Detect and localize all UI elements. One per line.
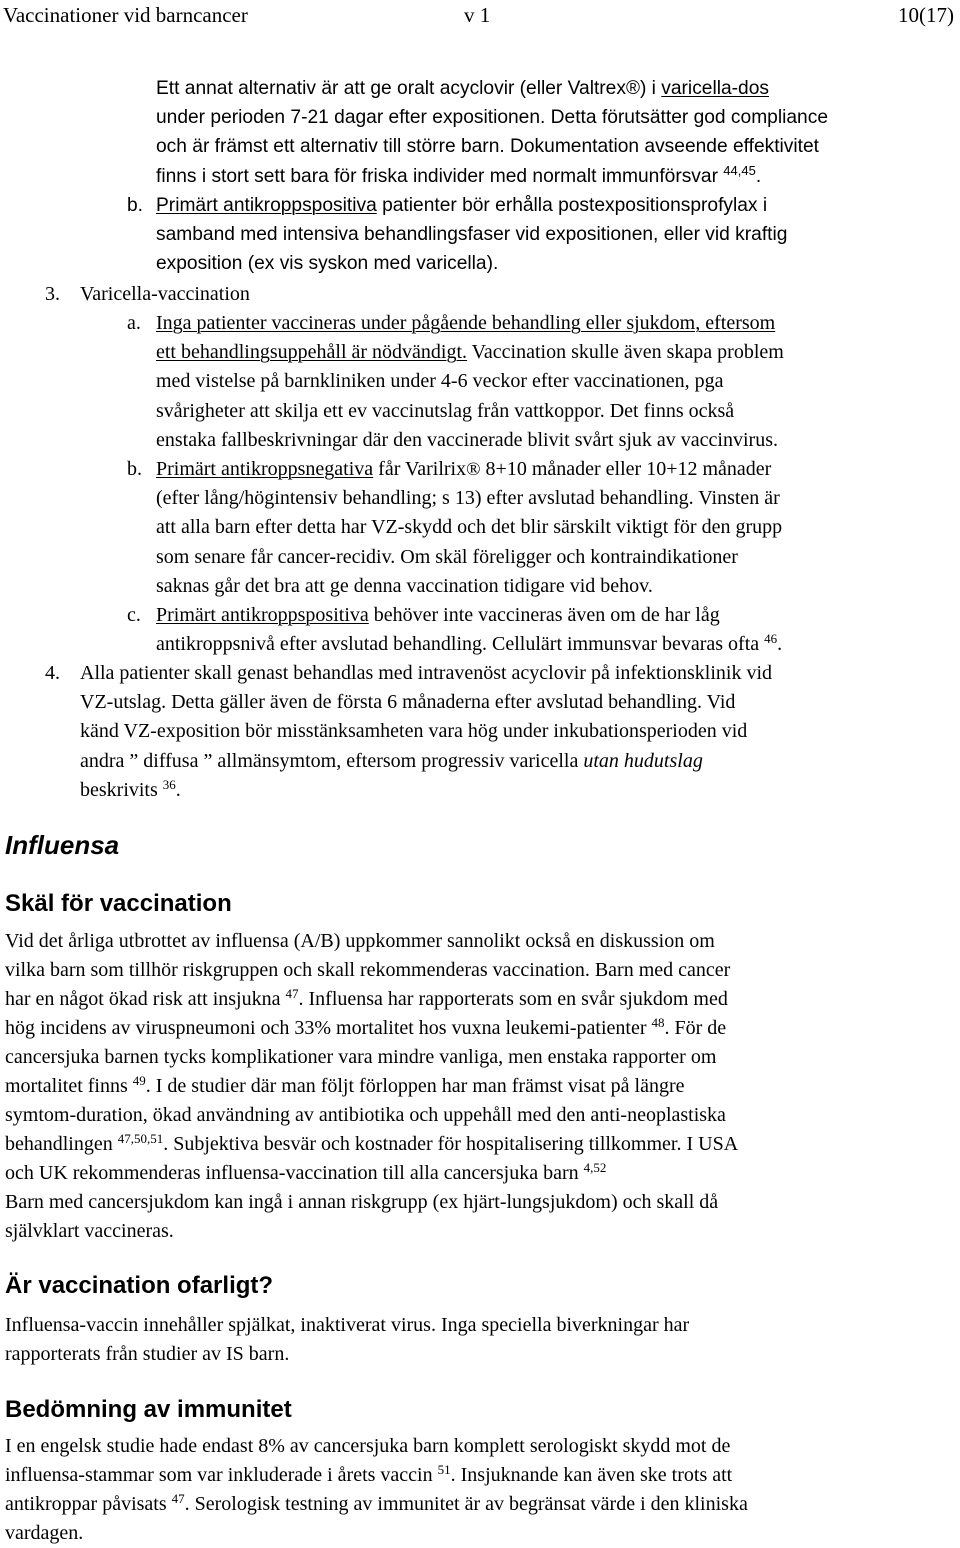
section-3-title: Varicella-vaccination xyxy=(80,283,250,305)
item-a-label: a. xyxy=(127,312,141,334)
citation: 49 xyxy=(132,1073,146,1088)
section-4-text: Alla patienter skall genast behandlas med intravenöst acyclovir på infektionsklinik vid VZ-utslag. Detta gäller även de första 6 månaderna efter avslutad behandling. Vid känd VZ-exposition bör misstänksamheten vara hög under inkubationsperioden vid andra ” diffusa ” allmänsymtom, eftersom progressiv varicella utan hudutslag beskrivits $^{36}$. xyxy=(80,662,773,801)
varicella-vaccination-item-b: Primärt antikroppsnegativa får Varilrix® 8+10 månader eller 10+12 månader (efter lång/högintensiv behandling; s 13) efter avslutad behandling. Vinsten är att alla barn efter detta har VZ-skydd och det blir särskilt viktigt för den grupp som senare får cancer-recidiv. Om skäl föreligger och kontraindikationer saknas går det bra att ge denna vaccination tidigare vid behov. xyxy=(156,458,783,597)
item-c-label: c. xyxy=(127,604,141,626)
paragraph-skal: Vid det årliga utbrottet av influensa (A/B) uppkommer sannolikt också en diskussion om vilka barn som tillhör riskgruppen och skall rekommenderas vaccination. Barn med cancer har en något ökad risk att insjukna $^{47}$. Influensa har rapporterats som en svår sjukdom med hög incidens av viruspneumoni och 33% mortalitet hos vuxna leukemi-patienter $^{48}$. För de cancersjuka barnen tycks komplikationer vara mindre vanliga, men enstaka rapporter om mortalitet finns $^{49}$. I de studier där man följt förloppen har man främst visat på längre symtom-duration, ökad användning av antibiotika och uppehåll med den anti-neoplastiska behandlingen $^{47,50,51}$. Subjektiva besvär och kostnader för hospitalisering tillkommer. I USA och UK rekommenderas influensa-vaccination till alla cancersjuka barn $^{4,52}$ Barn med cancersjukdom kan ingå i annan riskgrupp (ex hjärt-lungsjukdom) och skall då självklart vaccineras. xyxy=(5,930,739,1242)
heading-bedomning-av-immunitet: Bedömning av immunitet xyxy=(5,1396,292,1423)
section-title-influensa: Influensa xyxy=(5,830,120,860)
citation: 48 xyxy=(651,1015,665,1030)
citation: 44,45 xyxy=(723,162,756,178)
citation: 47 xyxy=(285,986,299,1001)
heading-ar-vaccination-ofarligt: Är vaccination ofarligt? xyxy=(5,1272,274,1299)
section-4-number: 4. xyxy=(45,662,60,684)
citation: 36 xyxy=(162,776,176,792)
header-page-number: 10(17) xyxy=(898,3,954,27)
paragraph-bedomning: I en engelsk studie hade endast 8% av cancersjuka barn komplett serologiskt skydd mot de influensa-stammar som var inkluderade i årets vaccin $^{51}$. Insjuknande kan även ske trots att antikroppar påvisats $^{47}$. Serologisk testning av immunitet är av begränsat värde i den kliniska vardagen. xyxy=(5,1435,748,1544)
varicella-item-b: Primärt antikroppspositiva patienter bör erhålla postexpositionsprofylax i samband med intensiva behandlingsfaser vid expositionen, eller vid kraftig exposition (ex vis syskon med varicella). xyxy=(156,195,788,275)
varicella-item-a-continued: Ett annat alternativ är att ge oralt acyclovir (eller Valtrex®) i varicella-dos under perioden 7-21 dagar efter expositionen. Detta förutsätter god compliance och är främst ett alternativ till större barn. Dokumentation avseende effektivitet finns i stort sett bara för friska individer med normalt immunförsvar $^{44,45}$. xyxy=(156,78,828,187)
header-version: v 1 xyxy=(464,3,491,27)
varicella-dos-link-text: varicella-dos xyxy=(661,78,769,99)
header-title: Vaccinationer vid barncancer xyxy=(3,3,248,27)
registered-icon: ® xyxy=(625,78,640,99)
citation: 51 xyxy=(437,1462,451,1477)
paragraph-ofarligt: Influensa-vaccin innehåller spjälkat, inaktiverat virus. Inga speciella biverkningar har rapporterats från studier av IS barn. xyxy=(5,1314,690,1365)
varicella-vaccination-item-a: Inga patienter vaccineras under pågående behandling eller sjukdom, eftersom ett behandlingsuppehåll är nödvändigt. Vaccination skulle även skapa problem med vistelse på barnkliniken under 4-6 veckor efter vaccinationen, pga svårigheter att skilja ett ev vaccinutslag från vattkoppor. Det finns också enstaka fallbeskrivningar där den vaccinerade blivit svårt sjuk av vaccinvirus. xyxy=(156,312,784,451)
citation: 47 xyxy=(171,1491,185,1506)
item-b-label: b. xyxy=(127,458,142,480)
heading-skal-for-vaccination: Skäl för vaccination xyxy=(5,890,232,917)
page-header xyxy=(0,0,960,30)
item-b-label: b. xyxy=(127,195,144,216)
citation: 47,50,51 xyxy=(117,1131,164,1146)
section-3-number: 3. xyxy=(45,283,60,305)
registered-icon: ® xyxy=(466,459,481,480)
varicella-vaccination-item-c: Primärt antikroppspositiva behöver inte vaccineras även om de har låg antikroppsnivå efter avslutad behandling. Cellulärt immunsvar bevaras ofta $^{46}$. xyxy=(156,604,783,656)
citation: 46 xyxy=(764,631,778,647)
citation: 4,52 xyxy=(583,1160,607,1175)
